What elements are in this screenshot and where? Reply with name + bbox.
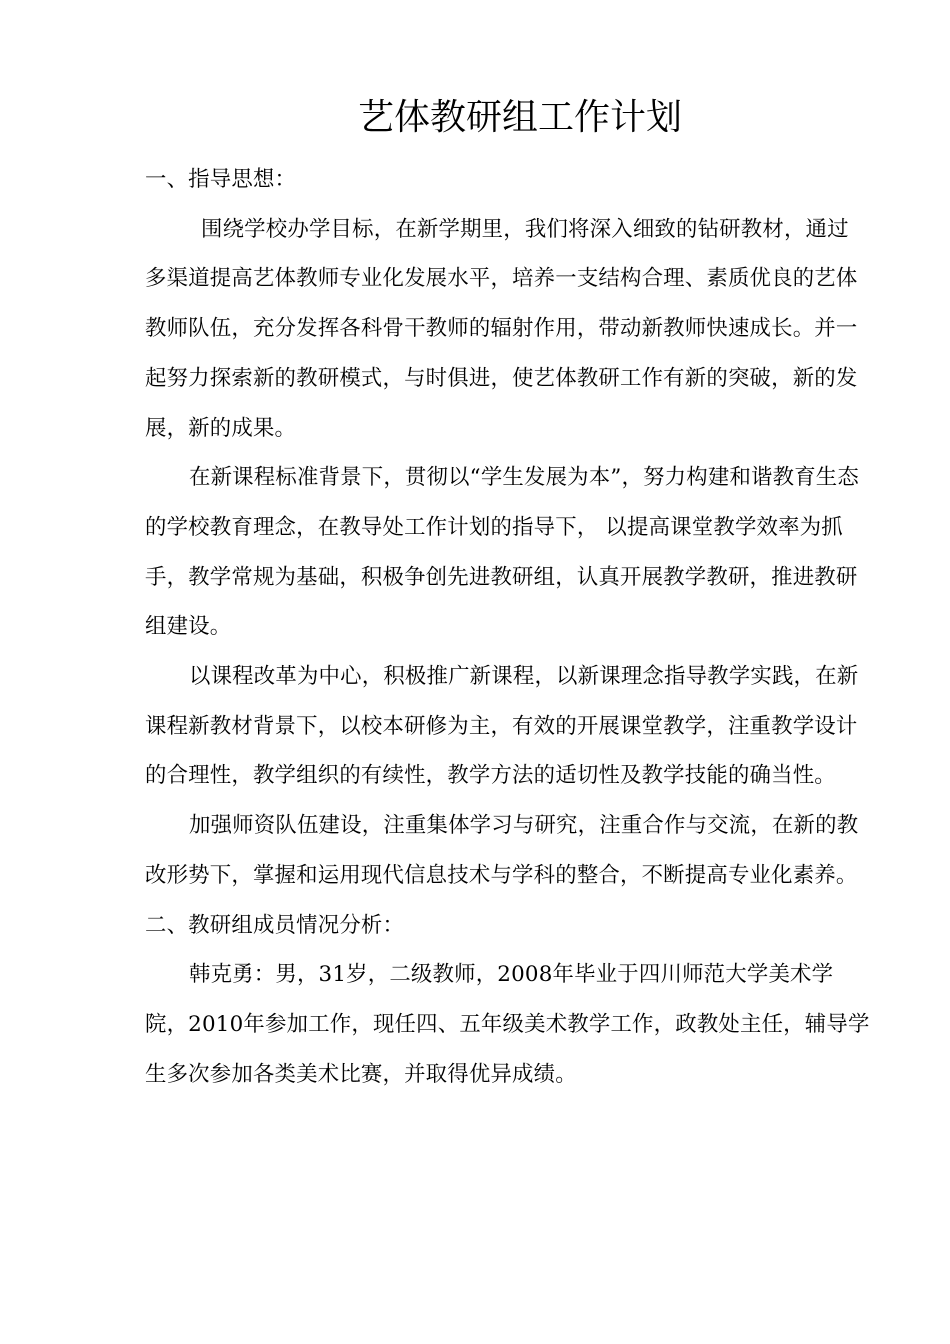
paragraph: 加强师资队伍建设，注重集体学习与研究，注重合作与交流，在新的教改形势下，掌握和运用现代信息技术与学科的整合，不断提高专业化素养。 <box>145 813 859 888</box>
paragraph: 韩克勇：男，31岁，二级教师，2008年毕业于四川师范大学美术学院，2010年参加工作，现任四、五年级美术教学工作，政教处主任，辅导学生多次参加各类美术比赛，并取得优异成绩。 <box>145 962 870 1087</box>
section-guiding-ideology <box>145 155 870 901</box>
document-body <box>145 155 870 1099</box>
section-member-analysis <box>145 901 870 1100</box>
paragraph: 围绕学校办学目标，在新学期里，我们将深入细致的钻研教材，通过多渠道提高艺体教师专业化发展水平，培养一支结构合理、素质优良的艺体教师队伍，充分发挥各科骨干教师的辐射作用，带动新教师快速成长。并一起努力探索新的教研模式，与时俱进，使艺体教研工作有新的突破，新的发展，新的成果。 <box>145 216 858 441</box>
paragraph: 在新课程标准背景下，贯彻以“学生发展为本”，努力构建和谐教育生态的学校教育理念，在教导处工作计划的指导下， 以提高课堂教学效率为抓手，教学常规为基础，积极争创先进教研组，认真开展教学教研，推进教研组建设。 <box>145 465 859 640</box>
section-heading: 二、教研组成员情况分析： <box>145 912 405 938</box>
paragraph: 以课程改革为中心，积极推广新课程，以新课理念指导教学实践，在新课程新教材背景下，以校本研修为主，有效的开展课堂教学，注重教学设计的合理性，教学组织的有续性，教学方法的适切性及教学技能的确当性。 <box>145 664 859 789</box>
document-title: 艺体教研组工作计划 <box>357 97 682 138</box>
section-heading: 一、指导思想： <box>145 167 297 192</box>
